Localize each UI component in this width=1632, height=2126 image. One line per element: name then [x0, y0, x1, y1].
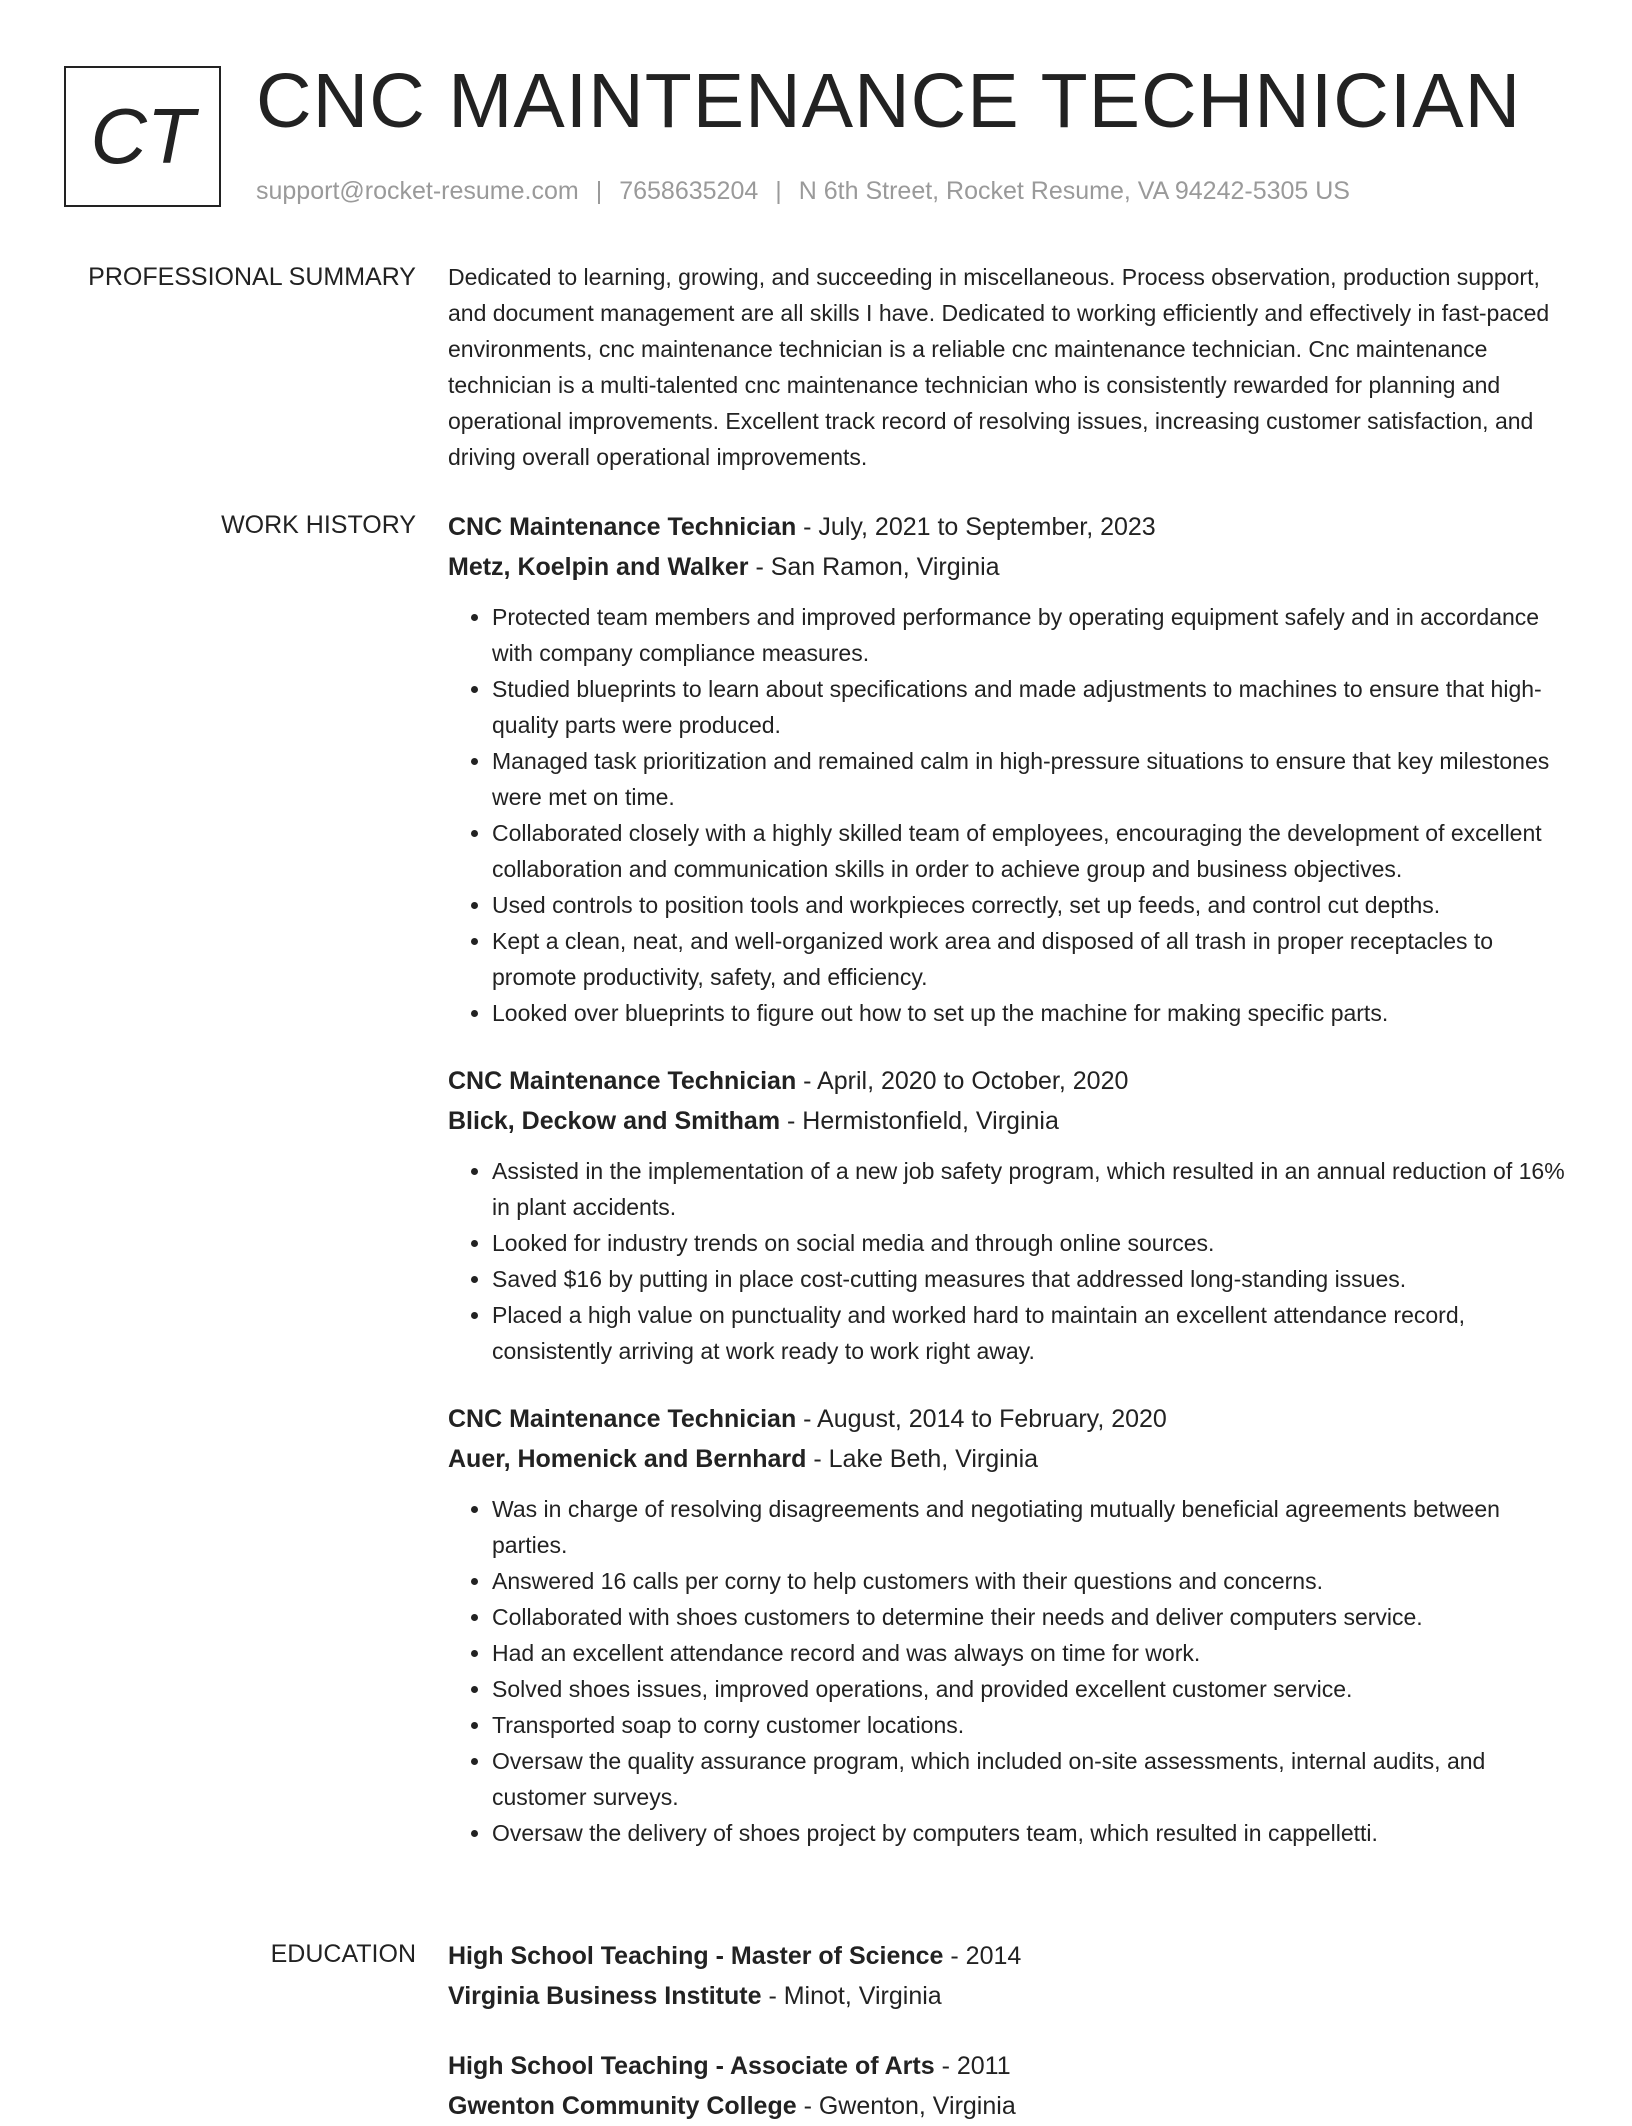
- contact-phone: 7658635204: [619, 177, 759, 205]
- job-entry: [448, 507, 1568, 1031]
- job-bullet: • Collaborated with shoes customers to determine their needs and deliver computers service.: [492, 1599, 1568, 1635]
- job-bullet: • Had an excellent attendance record and was always on time for work.: [492, 1635, 1568, 1671]
- work-history-body: [448, 507, 1568, 1851]
- job-company: Blick, Deckow and Smitham: [448, 1107, 781, 1135]
- job-bullet: • Oversaw the delivery of shoes project by computers team, which resulted in cappelletti.: [492, 1815, 1568, 1851]
- job-location: - Lake Beth, Virginia: [806, 1445, 1039, 1473]
- job-dates: - April, 2020 to October, 2020: [796, 1067, 1129, 1095]
- education-degree: High School Teaching - Master of Science: [448, 1942, 944, 1970]
- job-location: - Hermistonfield, Virginia: [780, 1107, 1059, 1135]
- job-dates: - August, 2014 to February, 2020: [796, 1405, 1167, 1433]
- education-school: Virginia Business Institute: [448, 1982, 762, 2010]
- job-company: Auer, Homenick and Bernhard: [448, 1445, 807, 1473]
- contact-line: [256, 174, 1350, 208]
- job-dates: - July, 2021 to September, 2023: [796, 513, 1156, 541]
- education-degree-line: [448, 2046, 1568, 2086]
- job-bullet: • Collaborated closely with a highly skilled team of employees, encouraging the development of excellent collaboration and communication skills in order to achieve group and business objectives.: [492, 815, 1568, 887]
- job-title: CNC Maintenance Technician: [448, 513, 797, 541]
- job-bullet: • Studied blueprints to learn about specifications and made adjustments to machines to ensure that high-quality parts were produced.: [492, 671, 1568, 743]
- education-location: - Minot, Virginia: [761, 1982, 942, 2010]
- education-degree: High School Teaching - Associate of Arts: [448, 2052, 935, 2080]
- job-bullets: [448, 1153, 1568, 1369]
- education-body: [448, 1936, 1568, 2126]
- job-bullet: • Looked for industry trends on social media and through online sources.: [492, 1225, 1568, 1261]
- contact-separator: |: [775, 177, 782, 205]
- education-year: - 2011: [934, 2052, 1011, 2080]
- contact-separator: |: [595, 177, 603, 205]
- education-location: - Gwenton, Virginia: [796, 2092, 1016, 2120]
- job-bullet: • Answered 16 calls per corny to help customers with their questions and concerns.: [492, 1563, 1568, 1599]
- job-bullet: • Placed a high value on punctuality and worked hard to maintain an excellent attendance record, consistently arriving at work ready to work right away.: [492, 1297, 1568, 1369]
- job-bullets: [448, 1491, 1568, 1851]
- education-school: Gwenton Community College: [448, 2092, 797, 2120]
- education-year: - 2014: [943, 1942, 1022, 1970]
- job-bullet: • Protected team members and improved performance by operating equipment safely and in accordance with company compliance measures.: [492, 599, 1568, 671]
- job-company-line: [448, 1101, 1568, 1141]
- summary-body: [448, 259, 1568, 475]
- education-entry: [448, 1936, 1568, 2016]
- education-school-line: [448, 1976, 1568, 2016]
- job-bullet: • Solved shoes issues, improved operations, and provided excellent customer service.: [492, 1671, 1568, 1707]
- job-title-line: [448, 1061, 1568, 1101]
- contact-email: support@rocket-resume.com: [256, 177, 579, 205]
- education-school-line: [448, 2086, 1568, 2126]
- job-entry: [448, 1061, 1568, 1369]
- work-history-label: WORK HISTORY: [221, 511, 416, 539]
- job-bullet: • Transported soap to corny customer locations.: [492, 1707, 1568, 1743]
- job-entry: [448, 1399, 1568, 1851]
- job-company: Metz, Koelpin and Walker: [448, 553, 749, 581]
- job-bullet: • Saved $16 by putting in place cost-cutting measures that addressed long-standing issues.: [492, 1261, 1568, 1297]
- job-location: - San Ramon, Virginia: [748, 553, 1000, 581]
- job-bullet: • Kept a clean, neat, and well-organized work area and disposed of all trash in proper receptacles to promote productivity, safety, and efficiency.: [492, 923, 1568, 995]
- job-title-line: [448, 507, 1568, 547]
- contact-address: N 6th Street, Rocket Resume, VA 94242-5305 US: [798, 177, 1350, 205]
- job-bullet: • Oversaw the quality assurance program, which included on-site assessments, internal audits, and customer surveys.: [492, 1743, 1568, 1815]
- education-label: EDUCATION: [270, 1940, 416, 1968]
- education-degree-line: [448, 1936, 1568, 1976]
- job-company-line: [448, 547, 1568, 587]
- job-bullets: [448, 599, 1568, 1031]
- education-entry: [448, 2046, 1568, 2126]
- monogram-initials: CT: [90, 92, 195, 180]
- job-bullet: • Looked over blueprints to figure out how to set up the machine for making specific parts.: [492, 995, 1568, 1031]
- summary-text: Dedicated to learning, growing, and succeeding in miscellaneous. Process observation, production support, and document management are all skills I have. Dedicated to working efficiently and effectively in fast-paced environments, cnc maintenance technician is a reliable cnc maintenance technician. Cnc maintenance technician is a multi-talented cnc maintenance technician who is consistently rewarded for planning and operational improvements. Excellent track record of resolving issues, increasing customer satisfaction, and driving overall operational improvements.: [448, 264, 1550, 470]
- job-title-line: [448, 1399, 1568, 1439]
- monogram-logo: [64, 66, 221, 207]
- job-bullet: • Managed task prioritization and remained calm in high-pressure situations to ensure that key milestones were met on time.: [492, 743, 1568, 815]
- candidate-name: CNC MAINTENANCE TECHNICIAN: [256, 58, 1522, 144]
- summary-label: PROFESSIONAL SUMMARY: [88, 263, 416, 291]
- job-bullet: • Was in charge of resolving disagreements and negotiating mutually beneficial agreements between parties.: [492, 1491, 1568, 1563]
- job-title: CNC Maintenance Technician: [448, 1067, 797, 1095]
- job-company-line: [448, 1439, 1568, 1479]
- job-bullet: • Used controls to position tools and workpieces correctly, set up feeds, and control cut depths.: [492, 887, 1568, 923]
- job-title: CNC Maintenance Technician: [448, 1405, 797, 1433]
- job-bullet: • Assisted in the implementation of a new job safety program, which resulted in an annual reduction of 16% in plant accidents.: [492, 1153, 1568, 1225]
